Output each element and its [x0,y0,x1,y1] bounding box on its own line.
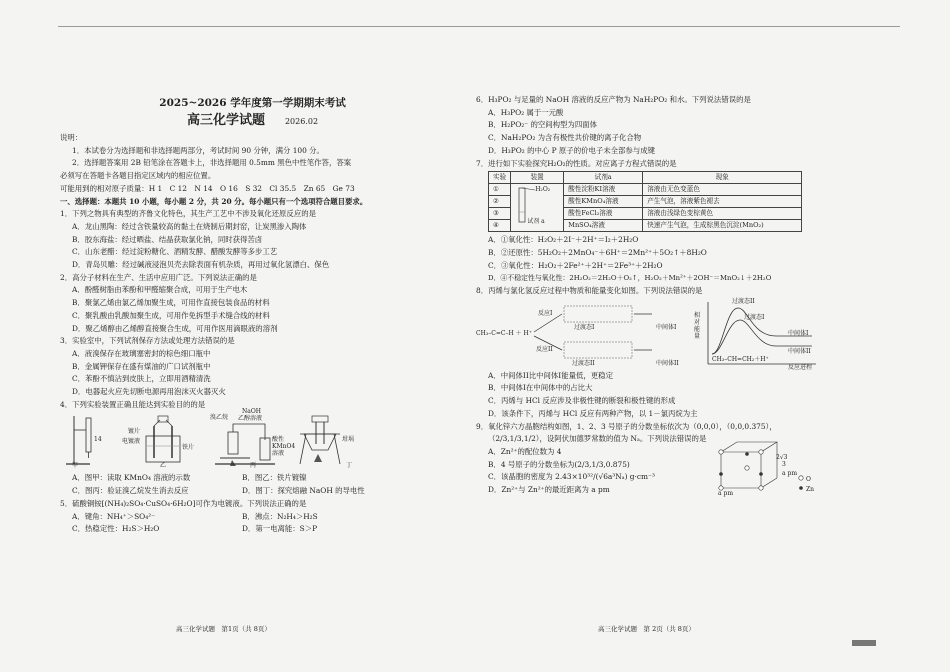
q1-option-d: D．青岛贝雕：经过碱液浸泡贝壳去除表面有机杂质，再用过氧化氢漂白、保色 [72,260,330,270]
q7-table [488,171,802,232]
q9-label-apm: a pm [782,469,798,477]
q7-option-a: A．①氧化性：H₂O₂＋2I⁻＋2H⁺＝I₂＋2H₂O [488,235,639,245]
q4-kmno4: 酸性 [272,436,285,444]
right-page [476,94,876,497]
q2-option-d: D．聚乙烯醇由乙烯醇直接聚合生成，可用作医用滴眼液的溶剂 [72,323,278,333]
q7-th-phenomenon: 现象 [643,172,802,184]
q2-option-a: A．酚醛树脂由苯酚和甲醛缩聚合成，可用于生产电木 [72,285,248,295]
q4-option-c: C．图丙：验证溴乙烷发生消去反应 [72,486,189,496]
q3-option-b: B．金属钾保存在盛有煤油的广口试剂瓶中 [72,361,211,371]
q7-th-reagent: 试剂a [564,172,643,184]
q4-crucible: 坩埚 [342,436,355,444]
q6-option-b: B．H₂PO₂⁻ 的空间构型为四面体 [488,120,597,130]
instruction-3: 必须写在答题卡各题目指定区域内的相应位置。 [60,171,216,181]
q9-cell-drawing [701,438,821,498]
q4-kmno4b: KMnO4 [272,443,296,451]
q1-option-a: A．龙山黑陶：经过含铁量较高的黏土在烧制后期封窑，让炭黑渗入陶体 [72,221,307,231]
q9-label-root: 2√3 [776,453,788,461]
q2-option-c: C．聚乳酸由乳酸加聚生成，可用作免拆型手术缝合线的材料 [72,310,270,320]
q9-body [476,446,876,497]
q6-stem: 6．H₃PO₂ 与足量的 NaOH 溶液的反应产物为 NaH₂PO₂ 和水。下列说法错误的是 [476,95,751,104]
q7-row-phenomenon: 溶液由无色变蓝色 [643,183,802,195]
q7-h2o2-label: H₂O₂ [535,185,551,193]
q6-option-d: D．H₃PO₂ 的中心 P 原子的价电子未全部参与成键 [488,145,655,155]
q8-x-axis: 反应进程 [788,363,813,371]
q5-option-b: B．沸点：N₂H₄＞H₂S [242,511,318,521]
q4-iron: 铁片 [182,444,195,452]
q1-option-b: B．胶东海盐：经过晒盐、结晶获取氯化钠，同时获得苦卤 [72,234,263,244]
q4-label-b: 乙 [160,462,167,470]
q4-label-a: 甲 [72,462,79,470]
q4-stem: 4．下列实验装置正确且能达到实验目的的是 [60,399,206,409]
q4-option-d: D．图丁：探究熔融 NaOH 的导电性 [242,486,365,496]
subject-title-text: 高三化学试题 [186,113,265,128]
q7-row-reagent: 酸性KMnO₄溶液 [564,195,643,207]
footer-left: 高三化学试题 第1页（共 8页） [176,625,271,633]
q4-options-row1 [60,472,445,485]
q3-stem: 3．实验室中，下列试剂保存方法或处理方法错误的是 [60,336,235,346]
q8-energy-axis: 相对能量 [694,311,701,340]
q9-label-apm2: a pm [718,489,734,497]
q7-row-reagent: 酸性淀粉KI溶液 [564,183,643,195]
left-page [60,90,445,536]
q7-row-reagent: MnSO₄溶液 [564,220,643,232]
q7-row-no: ③ [489,207,511,219]
q4-label-c: 丙 [250,462,257,470]
q5-options-row1 [60,511,445,524]
instructions-label: 说明： [60,133,83,142]
q7-table-header [489,172,802,184]
q4-option-a: A．图甲：读取 KMnO₄ 溶液的示数 [72,473,191,483]
q8-option-a: A．中间体II比中间体I能量低，更稳定 [488,370,613,380]
q4-gas-mix: 溴乙烷 [210,414,229,422]
q8-path1: 反应I [538,309,553,317]
q7-row-reagent: 酸性FeCl₂溶液 [564,207,643,219]
q4-electrode: 镀片 [128,428,141,436]
q3-option-a: A．液溴保存在玻璃塞密封的棕色细口瓶中 [72,348,211,358]
instruction-1: 1．本试卷分为选择题和非选择题两部分，考试时间 90 分钟，满分 100 分。 [72,145,324,155]
q2-stem: 2．高分子材料在生产、生活中应用广泛。下列说法正确的是 [60,272,257,282]
q3-option-d: D．电器起火应先切断电源再用泡沫灭火器灭火 [72,387,226,397]
exam-title: 2025~2026 学年度第一学期期末考试 [159,97,346,109]
q4-naoh: NaOH [242,408,261,416]
q4-option-b: B．图乙：铁片镀镍 [242,473,307,483]
q7-option-c: C．③氧化性：H₂O₂＋2Fe²⁺＋2H⁺＝2Fe³⁺＋2H₂O [488,260,663,270]
footer-right: 高三化学试题 第 2页（共 8页） [598,625,695,633]
q5-options-row2 [60,523,445,536]
q8-stem: 8．丙烯与氯化氢反应过程中物质和能量变化如图。下列说法错误的是 [476,286,703,296]
q7-reagent-label: 试剂 a [527,217,545,225]
q7-apparatus [511,183,564,232]
subject-title [60,111,445,132]
q7-row-1 [489,183,802,195]
q8-option-d: D．该条件下，丙烯与 HCl 反应有两种产物，以 1－氯丙烷为主 [488,408,698,418]
q4-label-d: 丁 [346,462,353,470]
q9-option-c: C．该晶胞的密度为 2.43×10³²/(√6a³Nₐ) g·cm⁻³ [488,472,655,482]
q8-option-b: B．中间体I在中间体中的占比大 [488,383,593,393]
q8-reactant: CH₃–C=C–H ＋ H⁺ [476,329,532,337]
q8-path2: 反应II [536,345,553,353]
q9-stem2: （2/3,1/3,1/2），设阿伏加德罗常数的值为 Nₐ。下列说法错误的是 [488,434,707,444]
q7-row-no: ② [489,195,511,207]
q9-option-d: D．Zn²⁺与 Zn²⁺的最近距离为 a pm [488,485,610,495]
corner-mark [852,640,876,646]
q7-stem: 7．进行如下实验探究H₂O₂的性质。对应离子方程式错误的是 [476,158,677,168]
q3-option-c: C．苯酚不慎沾到皮肤上，立即用酒精清洗 [72,374,211,384]
q7-option-d: D．④不稳定性与氧化性：2H₂O₂＝2H₂O＋O₂↑，H₂O₂＋Mn²⁺＋2OH⁻＝MnO₂↓＋2H₂O [488,274,772,283]
q5-stem: 5．硫酸铜铵[(NH₄)₂SO₄·CuSO₄·6H₂O]可作为电镀液。下列说法正确的是 [60,498,307,508]
q5-option-c: C．热稳定性：H₂S＞H₂O [72,524,160,534]
q9-option-a: A．Zn²⁺的配位数为 4 [488,446,562,456]
q1-stem: 1．下列之物具有典型的齐鲁文化特色，其生产工艺中不涉及氧化还原反应的是 [60,209,316,219]
q9-label-o: O [806,475,811,483]
q4-electrolyte: 电镀液 [122,438,141,446]
q7-row-no: ④ [489,220,511,232]
q7-th-apparatus: 装置 [511,172,564,184]
q7-th-experiment: 实验 [489,172,511,184]
q8-diagram-int1: 中间体I [788,329,809,337]
q7-option-b: B．②还原性：5H₂O₂＋2MnO₄⁻＋6H⁺＝2Mn²⁺＋5O₂↑＋8H₂O [488,247,707,257]
q8-int1: 中间体I [656,323,677,331]
top-rule [58,26,900,27]
section1-header: 一、选择题：本题共 10 小题，每小题 2 分，共 20 分。每小题只有一个选项符合题目要求。 [60,196,368,206]
q9-label-zn: Zn [806,485,815,493]
q8-option-c: C．丙烯与 HCl 反应涉及非极性键的断裂和极性键的形成 [488,396,676,406]
q8-diagram-ts1: 过渡态I [744,313,765,321]
q8-figure [476,298,876,370]
q2-option-b: B．聚氯乙烯由氯乙烯加聚生成，可用作直接包装食品的材料 [72,298,270,308]
q4-figure [60,408,445,470]
q5-option-a: A．键角：NH₄⁺＞SO₄²⁻ [72,511,156,521]
q6-option-c: C．NaH₂PO₂ 为含有极性共价键的离子化合物 [488,133,642,143]
q9-label-root2: 3 [782,460,786,468]
q9-stem: 9．氧化锌六方晶胞结构如图，1、2、3 号原子的分数坐标依次为（0,0,0），（0,0,0.375）， [476,421,777,431]
q8-ts1: 过渡态I [574,323,595,331]
q8-diagram-int2: 中间体II [788,347,811,355]
q4-mark-14: 14 [94,436,102,444]
exam-date: 2026.02 [284,117,319,126]
q6-option-a: A．H₃PO₂ 属于一元酸 [488,107,564,117]
q1-option-c: C．山东老醋：经过淀粉糖化、酒精发酵、醋酸发酵等多步工艺 [72,247,278,257]
instruction-2: 2．选择题答案用 2B 铅笔涂在答题卡上，非选择题用 0.5mm 黑色中性笔作答，答案 [72,158,352,168]
q7-row-no: ① [489,183,511,195]
q7-row-phenomenon: 溶液由浅绿色变棕黄色 [643,207,802,219]
q9-option-b: B．4 号原子的分数坐标为(2/3,1/3,0.875) [488,459,630,469]
atomic-masses: 可能用到的相对原子质量：H 1 C 12 N 14 O 16 S 32 Cl 35.5 Zn 65 Ge 73 [60,183,355,193]
q8-ts2: 过渡态II [572,359,595,367]
q5-option-d: D．第一电离能：S＞P [242,524,318,534]
q4-solution: 溶液 [272,450,285,458]
q4-ethanol: 乙醇溶液 [238,415,263,423]
q8-start: CH₃–CH=CH₂＋H⁺ [712,355,769,363]
q8-int2: 中间体II [656,359,679,367]
q7-row-phenomenon: 快速产生气泡，生成棕黑色沉淀(MnO₂) [643,220,802,232]
q7-row-phenomenon: 产生气泡，溶液紫色褪去 [643,195,802,207]
q4-options-row2 [60,485,445,498]
q8-diagram-ts2: 过渡态II [732,297,755,305]
